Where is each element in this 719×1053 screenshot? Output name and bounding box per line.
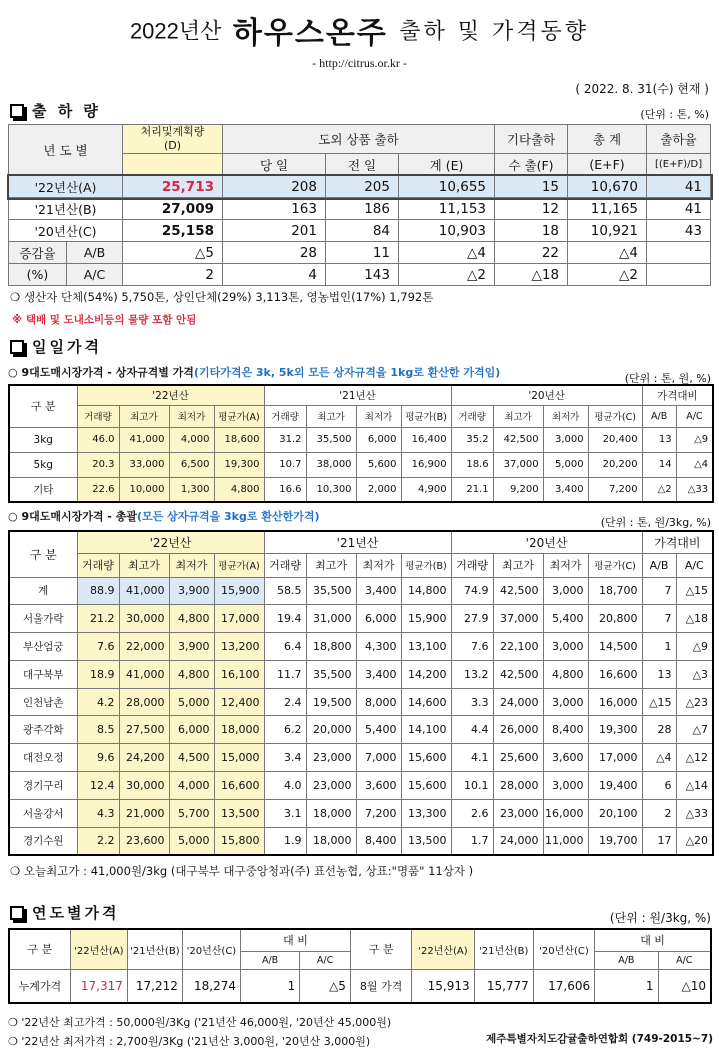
table-cell: 1 [642, 633, 676, 661]
row-label: 5kg [9, 452, 77, 477]
table-cell: 4,300 [356, 633, 401, 661]
table-cell: 16,600 [588, 660, 642, 688]
table-cell: 4.4 [451, 716, 493, 744]
table-cell: 16,000 [543, 799, 588, 827]
table-cell: 10.1 [451, 772, 493, 800]
table-cell: 31,000 [306, 605, 356, 633]
table-cell: 17 [642, 827, 676, 855]
table-cell: 7,200 [588, 477, 642, 502]
table-cell: 88.9 [77, 577, 119, 605]
table-cell: 27,500 [119, 716, 169, 744]
table-cell: 20,800 [588, 605, 642, 633]
table-cell: 18.9 [77, 660, 119, 688]
table-cell: 3,000 [543, 772, 588, 800]
table-cell: 3,000 [543, 577, 588, 605]
table-cell: 46.0 [77, 427, 119, 452]
table-cell: 19,300 [588, 716, 642, 744]
table-cell: 5,000 [169, 827, 214, 855]
table-cell: 42,500 [493, 427, 543, 452]
table-cell: 4.3 [77, 799, 119, 827]
table-cell: 3.3 [451, 688, 493, 716]
checkbox-bullet-icon [10, 340, 24, 354]
checkbox-bullet-icon [10, 906, 24, 920]
table-cell: △7 [676, 716, 713, 744]
table-cell: 41,000 [119, 660, 169, 688]
table-cell: △12 [676, 744, 713, 772]
table-cell: 6.4 [264, 633, 306, 661]
table-cell: 2.4 [264, 688, 306, 716]
table-cell: 26,000 [493, 716, 543, 744]
table-cell: 5,700 [169, 799, 214, 827]
table-cell: 20.3 [77, 452, 119, 477]
table-cell: 1.9 [264, 827, 306, 855]
table-cell: 14,100 [401, 716, 451, 744]
table1-unit: (단위 : 톤, 원, %) [624, 372, 711, 385]
report-date: ( 2022. 8. 31(수) 현재 ) [575, 82, 709, 96]
title-main: 하우스온주 [232, 16, 388, 51]
table-row [9, 577, 713, 605]
row-label: 경기구리 [9, 772, 77, 800]
table-cell: 12.4 [77, 772, 119, 800]
yearly-unit: (단위 : 원/3kg, %) [609, 911, 711, 925]
table-cell: 19,300 [214, 452, 264, 477]
table-cell: 35,500 [306, 660, 356, 688]
table-cell: 14,500 [588, 633, 642, 661]
row-label: 서울가락 [9, 605, 77, 633]
table-cell: 2,000 [356, 477, 401, 502]
table-cell: 22,000 [119, 633, 169, 661]
table-cell: 20,400 [588, 427, 642, 452]
table-cell: 19,500 [306, 688, 356, 716]
table-cell: 18.6 [451, 452, 493, 477]
row-label: 대구북부 [9, 660, 77, 688]
yearly-note-min: ❍ '22년산 최저가격 : 2,700원/3Kg ('21년산 3,000원, '20년산 3,000원) [8, 1035, 371, 1048]
table-cell: 20,100 [588, 799, 642, 827]
table-cell: 15,900 [214, 577, 264, 605]
table-cell: 13,500 [214, 799, 264, 827]
table-cell: 7.6 [451, 633, 493, 661]
market-price-table: 구 분 '22년산 '21년산 '20년산 가격대비 거래량 최고가 최저가 평균가(A) 거래량 최고가 최저가 평균가(B) 거래량 최고가 최저가 평균가(C) A/B A/C 계 88.9 41,000 3,900 15,900 58.5 35,500 3,400 14,800 74.9 42,500 3,000 18,700 7 △15 서울가락 21.2 30,000 4,800 17,000 19.4 31,000 6,000 15,900 27.9 37,000 5,400 20,800 7 △18 부산엄궁 7.6 22,000 3,900 13,200 6.4 18,800 4,300 13,100 7.6 22,100 3,000 14,500 1 △9 대구북부 18.9 41,000 4,800 16,100 11.7 35,500 3,400 14,200 13.2 42,500 4,800 16,600 13 △3 인천남촌 4.2 28,000 5,000 12,400 2.4 19,500 8,000 14,600 3.3 24,000 3,000 16,000 △15 △23 광주각화 8.5 27,500 6,000 18,000 6.2 20,000 5,400 14,100 4.4 26,000 8,400 19,300 28 △7 대전오정 9.6 24,200 4,500 15,000 3.4 23,000 7,000 15,600 4.1 25,600 3,600 17,000 △4 △12 경기구리 12.4 30,000 4,000 16,600 4.0 23,000 3,600 15,600 10.1 28,000 3,000 19,400 6 △14 서울강서 4.3 21,000 5,700 13,500 3.1 18,000 7,200 13,300 2.6 23,000 16,000 20,100 2 △33 경기수원 2.2 23,600 5,000 15,800 1.9 18,000 8,400 13,500 1.7 24,000 11,000 19,700 17 △20 [8, 530, 714, 856]
row-label: 경기수원 [9, 827, 77, 855]
table-cell: 16.6 [264, 477, 306, 502]
row-label: 대전오정 [9, 744, 77, 772]
table2-unit: (단위 : 톤, 원/3kg, %) [600, 516, 711, 529]
table-cell: 4,900 [401, 477, 451, 502]
table-cell: 4,800 [169, 660, 214, 688]
table-cell: 25,600 [493, 744, 543, 772]
table-cell: △18 [676, 605, 713, 633]
section-daily-heading: 일일가격 [10, 336, 102, 357]
table-cell: 16,600 [214, 772, 264, 800]
table-cell: 3,900 [169, 633, 214, 661]
table-cell: 14,200 [401, 660, 451, 688]
table-cell: 13 [642, 660, 676, 688]
table2-title: ○ 9대도매시장가격 - 총괄(모든 상자규격을 3kg로 환산한가격) [8, 510, 320, 523]
table-cell: 33,000 [119, 452, 169, 477]
table-cell: △14 [676, 772, 713, 800]
table-cell: △15 [676, 577, 713, 605]
table-cell: 35,500 [306, 427, 356, 452]
table-cell: 4,800 [169, 605, 214, 633]
table-row [9, 605, 713, 633]
table-cell: 12,400 [214, 688, 264, 716]
table-cell: 21.1 [451, 477, 493, 502]
shipment-table [8, 124, 711, 286]
table-cell: 1.7 [451, 827, 493, 855]
header-rate: 출하율 [647, 125, 711, 154]
table-cell: 18,000 [306, 827, 356, 855]
table-cell: 30,000 [119, 605, 169, 633]
table-cell: 3,600 [356, 772, 401, 800]
table-cell: 22.6 [77, 477, 119, 502]
table-cell: 6,000 [356, 427, 401, 452]
table-cell: 13.2 [451, 660, 493, 688]
table-cell: 35.2 [451, 427, 493, 452]
table-cell: 18,000 [214, 716, 264, 744]
table-cell: 18,700 [588, 577, 642, 605]
table-cell: 30,000 [119, 772, 169, 800]
table-cell: 17,000 [214, 605, 264, 633]
header-year: 년 도 별 [9, 125, 123, 176]
row-label: 계 [9, 577, 77, 605]
yearly-price-table: 구 분 '22년산(A) '21년산(B) '20년산(C) 대 비 구 분 '22년산(A) '21년산(B) '20년산(C) 대 비 A/B A/C A/B A/C 누계가격 17,317 17,212 18,274 1 △5 8월 가격 15,913 15,777 17,606 1 △10 [8, 928, 712, 1004]
table-cell: 15,000 [214, 744, 264, 772]
table-cell: △9 [676, 633, 713, 661]
table-cell: 16,400 [401, 427, 451, 452]
table-cell: 10.7 [264, 452, 306, 477]
row-label: 부산엄궁 [9, 633, 77, 661]
footer-org: 제주특별자치도감귤출하연합회 (749-2015~7) [486, 1033, 713, 1045]
table-cell: 4.2 [77, 688, 119, 716]
header-sum2: (E+F) [568, 154, 647, 176]
table-cell: 4.0 [264, 772, 306, 800]
table-cell: 28,000 [493, 772, 543, 800]
table-row [9, 660, 713, 688]
table-row: '20년산(C) 25,158 201 84 10,903 18 10,921 43 [9, 220, 711, 242]
shipment-warning: ※ 택배 및 도내소비등의 물량 포함 안됨 [12, 314, 197, 326]
table-cell: 18,800 [306, 633, 356, 661]
table-cell: 6,500 [169, 452, 214, 477]
table-cell: 27.9 [451, 605, 493, 633]
table-row [9, 633, 713, 661]
table-row [9, 827, 713, 855]
table-row [9, 772, 713, 800]
table-cell: 23,000 [493, 799, 543, 827]
header-other: 기타출하 [495, 125, 568, 154]
table-cell: 41,000 [119, 427, 169, 452]
row-label: 인천남촌 [9, 688, 77, 716]
table-cell: 28 [642, 716, 676, 744]
table-cell: △4 [676, 452, 713, 477]
table-cell: 16,000 [588, 688, 642, 716]
table-row: '21년산(B) 27,009 163 186 11,153 12 11,165 41 [9, 198, 711, 220]
table-cell: 5,400 [543, 605, 588, 633]
table-cell: 7 [642, 577, 676, 605]
table-row: 누계가격 17,317 17,212 18,274 1 △5 8월 가격 15,913 15,777 17,606 1 △10 [9, 969, 711, 1003]
table-cell: 8,000 [356, 688, 401, 716]
table-cell: 8,400 [356, 827, 401, 855]
table-cell: 6,000 [356, 605, 401, 633]
table-cell: 4,000 [169, 427, 214, 452]
table-cell: 3,600 [543, 744, 588, 772]
table-cell: 2.2 [77, 827, 119, 855]
table-cell: 5,000 [543, 452, 588, 477]
title-sub: 출하 및 가격동향 [399, 19, 590, 45]
table-cell: 2.6 [451, 799, 493, 827]
table-cell: 16,900 [401, 452, 451, 477]
table-cell: 11,000 [543, 827, 588, 855]
table-cell: 13,200 [214, 633, 264, 661]
table-cell: 42,500 [493, 660, 543, 688]
table-cell: 4,800 [214, 477, 264, 502]
table-cell: 3,400 [356, 577, 401, 605]
header-sum: 총 계 [568, 125, 647, 154]
table-cell: 3.1 [264, 799, 306, 827]
table-row: 증감율 A/B △5 28 11 △4 22 △4 [9, 242, 711, 264]
table-cell: 8.5 [77, 716, 119, 744]
shipment-note: ❍ 생산자 단체(54%) 5,750톤, 상인단체(29%) 3,113톤, 영농법인(17%) 1,792톤 [10, 290, 434, 304]
table-row [9, 452, 713, 477]
yearly-note-max: ❍ '22년산 최고가격 : 50,000원/3Kg ('21년산 46,000원, '20년산 45,000원) [8, 1016, 392, 1029]
table-cell: 20,200 [588, 452, 642, 477]
header-other2: 수 출(F) [495, 154, 568, 176]
table-row [9, 744, 713, 772]
table1-title: ○ 9대도매시장가격 - 상자규격별 가격(기타가격은 3k, 5k외 모든 상자규격을 1kg로 환산한 가격임) [8, 366, 501, 379]
row-label: 서울강서 [9, 799, 77, 827]
table-cell: △2 [642, 477, 676, 502]
table-cell: 15,600 [401, 744, 451, 772]
table-cell: 15,900 [401, 605, 451, 633]
table-cell: 6.2 [264, 716, 306, 744]
table-cell: 24,200 [119, 744, 169, 772]
table-cell: 4.1 [451, 744, 493, 772]
table-row [9, 716, 713, 744]
checkbox-bullet-icon [10, 104, 24, 118]
table-cell: 21.2 [77, 605, 119, 633]
row-label: 기타 [9, 477, 77, 502]
table-cell: 10,000 [119, 477, 169, 502]
table-cell: 4,000 [169, 772, 214, 800]
table-cell: 23,000 [306, 772, 356, 800]
table-cell: 19.4 [264, 605, 306, 633]
table-row [9, 477, 713, 502]
table-cell: 4,500 [169, 744, 214, 772]
table-cell: 15,600 [401, 772, 451, 800]
table-cell: 28,000 [119, 688, 169, 716]
table-cell: 7,200 [356, 799, 401, 827]
table-cell: 9,200 [493, 477, 543, 502]
table-cell: △23 [676, 688, 713, 716]
table-cell: 23,600 [119, 827, 169, 855]
section-yearly-heading: 연도별가격 [10, 902, 119, 923]
table-cell: 14 [642, 452, 676, 477]
box-size-price-table: 구 분 '22년산 '21년산 '20년산 가격대비 거래량 최고가 최저가 평균가(A) 거래량 최고가 최저가 평균가(B) 거래량 최고가 최저가 평균가(C) A/B A/C 3kg 46.0 41,000 4,000 18,600 31.2 35,500 6,000 16,400 35.2 42,500 3,000 20,400 13 △9 5kg 20.3 33,000 6,500 19,300 10.7 38,000 5,600 16,900 18.6 37,000 5,000 20,200 14 △4 기타 22.6 10,000 1,300 4,800 16.6 10,300 2,000 4,900 21.1 9,200 3,400 7,200 △2 △33 [8, 384, 714, 503]
table-cell: 58.5 [264, 577, 306, 605]
table-cell: 3,000 [543, 633, 588, 661]
table-cell: 8,400 [543, 716, 588, 744]
table-cell: 7.6 [77, 633, 119, 661]
table-cell: 4,800 [543, 660, 588, 688]
table-cell: 11.7 [264, 660, 306, 688]
table-cell: 37,000 [493, 452, 543, 477]
table-cell: 5,000 [169, 688, 214, 716]
table-cell: 10,300 [306, 477, 356, 502]
table-cell: 3,400 [356, 660, 401, 688]
table-cell: 7,000 [356, 744, 401, 772]
table-cell: 9.6 [77, 744, 119, 772]
table-cell: 42,500 [493, 577, 543, 605]
section-shipment-heading: 출 하 량 [10, 100, 101, 121]
today-max-note: ❍ 오늘최고가 : 41,000원/3kg (대구북부 대구중앙청과(주) 표선농협, 상표:"명품" 11상자 ) [10, 864, 474, 878]
header-prev: 전 일 [326, 154, 399, 176]
table-cell: 22,100 [493, 633, 543, 661]
table-cell: 15,800 [214, 827, 264, 855]
table-cell: 23,000 [306, 744, 356, 772]
table-cell: 35,500 [306, 577, 356, 605]
table-cell: 2 [642, 799, 676, 827]
table-cell: 18,600 [214, 427, 264, 452]
table-cell: 5,600 [356, 452, 401, 477]
row-label: 광주각화 [9, 716, 77, 744]
table-row [9, 799, 713, 827]
table-cell: 14,600 [401, 688, 451, 716]
title-year: 2022년산 [129, 18, 222, 44]
table-cell: 7 [642, 605, 676, 633]
header-today: 당 일 [223, 154, 326, 176]
table-cell: 21,000 [119, 799, 169, 827]
table-cell: 17,000 [588, 744, 642, 772]
table-cell: 19,700 [588, 827, 642, 855]
table-cell: 6,000 [169, 716, 214, 744]
table-cell: 13 [642, 427, 676, 452]
table-cell: 1,300 [169, 477, 214, 502]
table-cell: △9 [676, 427, 713, 452]
table-cell: 5,400 [356, 716, 401, 744]
site-url[interactable]: - http://citrus.or.kr - [312, 56, 407, 70]
table-cell: 24,000 [493, 688, 543, 716]
table-cell: 3,000 [543, 688, 588, 716]
table-cell: △33 [676, 799, 713, 827]
table-cell: 18,000 [306, 799, 356, 827]
table-cell: 13,500 [401, 827, 451, 855]
table-row [9, 427, 713, 452]
table-cell: △15 [642, 688, 676, 716]
table-cell: △33 [676, 477, 713, 502]
table-cell: 38,000 [306, 452, 356, 477]
page-title [0, 8, 719, 52]
header-plan: 처리및계획량 (D) [123, 125, 223, 154]
table-cell: 19,400 [588, 772, 642, 800]
table-row: (%) A/C 2 4 143 △2 △18 △2 [9, 264, 711, 286]
table-cell: 3,400 [543, 477, 588, 502]
table-cell: △3 [676, 660, 713, 688]
header-rate2: [(E+F)/D] [647, 154, 711, 176]
header-total: 계 (E) [399, 154, 495, 176]
table-cell: 14,800 [401, 577, 451, 605]
table-cell: △4 [642, 744, 676, 772]
table-cell: 3,900 [169, 577, 214, 605]
table-cell: △20 [676, 827, 713, 855]
table-cell: 20,000 [306, 716, 356, 744]
table-cell: 74.9 [451, 577, 493, 605]
header-island: 도외 상품 출하 [223, 125, 495, 154]
row-label: 3kg [9, 427, 77, 452]
table-cell: 37,000 [493, 605, 543, 633]
table-cell: 16,100 [214, 660, 264, 688]
table-cell: 24,000 [493, 827, 543, 855]
table-cell: 6 [642, 772, 676, 800]
table-cell: 13,100 [401, 633, 451, 661]
table-cell: 31.2 [264, 427, 306, 452]
shipment-unit: (단위 : 톤, %) [640, 108, 709, 121]
table-cell: 3.4 [264, 744, 306, 772]
table-cell: 13,300 [401, 799, 451, 827]
table-row [9, 688, 713, 716]
table-cell: 41,000 [119, 577, 169, 605]
table-row: '22년산(A) 25,713 208 205 10,655 15 10,670 41 [9, 176, 711, 198]
table-cell: 3,000 [543, 427, 588, 452]
